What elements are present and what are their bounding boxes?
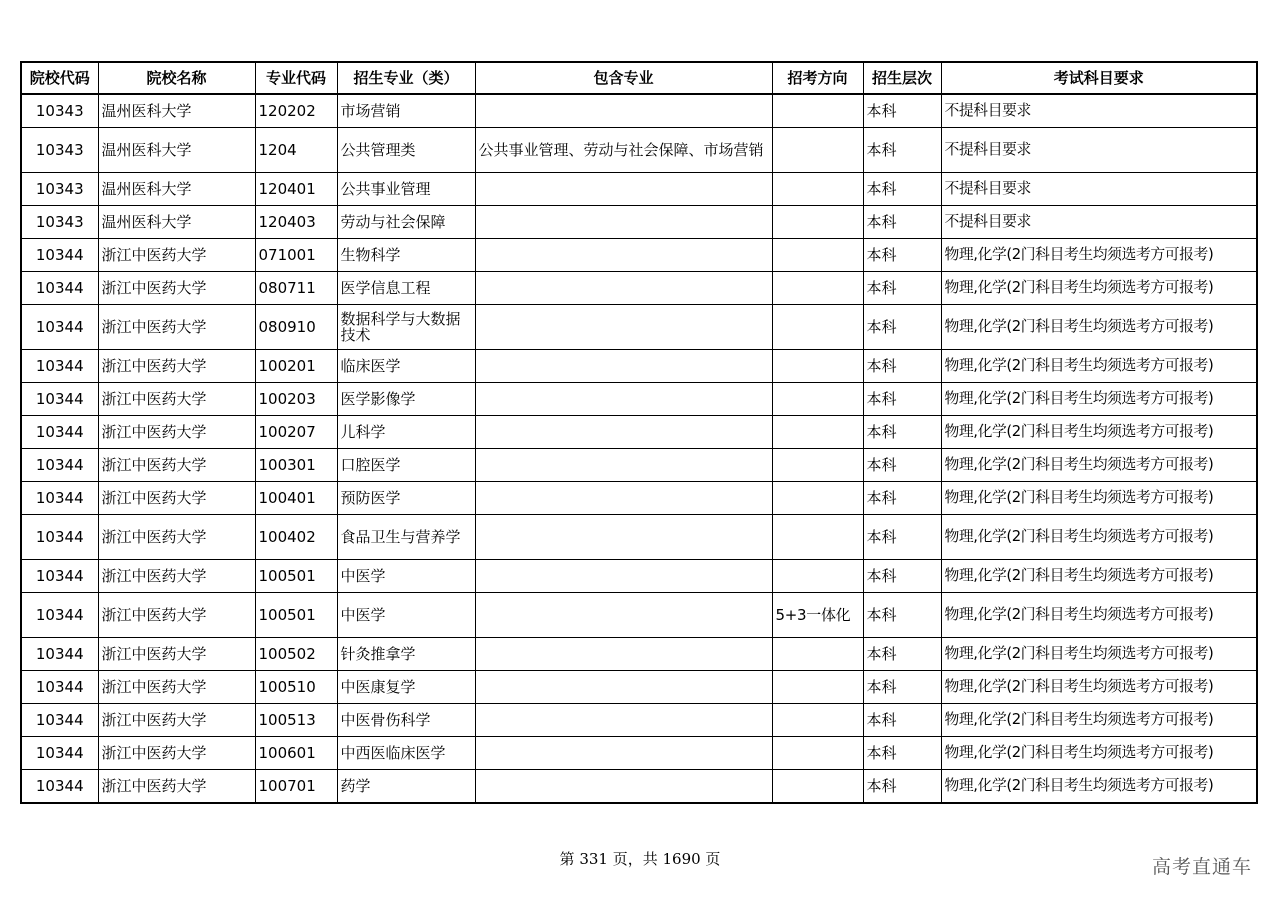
col-header-major-code: 专业代码 [255, 62, 337, 94]
cell-included-majors [475, 593, 772, 638]
cell-school-code: 10344 [21, 515, 98, 560]
table-row [21, 350, 1257, 383]
cell-requirement: 不提科目要求 [941, 94, 1257, 128]
cell-major-code: 100701 [255, 770, 337, 804]
cell-major: 口腔医学 [337, 449, 475, 482]
cell-major: 市场营销 [337, 94, 475, 128]
cell-requirement: 物理,化学(2门科目考生均须选考方可报考) [941, 305, 1257, 350]
cell-school-code: 10344 [21, 560, 98, 593]
cell-school-name: 浙江中医药大学 [98, 350, 255, 383]
cell-school-name: 浙江中医药大学 [98, 239, 255, 272]
table-row [21, 515, 1257, 560]
cell-school-name: 温州医科大学 [98, 128, 255, 173]
cell-level: 本科 [863, 350, 941, 383]
cell-school-code: 10344 [21, 593, 98, 638]
cell-school-code: 10344 [21, 704, 98, 737]
cell-requirement: 物理,化学(2门科目考生均须选考方可报考) [941, 239, 1257, 272]
cell-major: 劳动与社会保障 [337, 206, 475, 239]
cell-major-code: 071001 [255, 239, 337, 272]
cell-school-code: 10344 [21, 737, 98, 770]
cell-requirement: 物理,化学(2门科目考生均须选考方可报考) [941, 638, 1257, 671]
cell-included-majors [475, 638, 772, 671]
cell-major-code: 100207 [255, 416, 337, 449]
cell-included-majors [475, 515, 772, 560]
cell-level: 本科 [863, 593, 941, 638]
cell-level: 本科 [863, 671, 941, 704]
cell-included-majors [475, 770, 772, 804]
cell-direction [772, 94, 863, 128]
cell-direction [772, 770, 863, 804]
cell-school-code: 10344 [21, 449, 98, 482]
cell-major: 食品卫生与营养学 [337, 515, 475, 560]
cell-school-name: 浙江中医药大学 [98, 515, 255, 560]
cell-major: 中医学 [337, 560, 475, 593]
cell-requirement: 物理,化学(2门科目考生均须选考方可报考) [941, 671, 1257, 704]
cell-included-majors [475, 94, 772, 128]
cell-direction [772, 638, 863, 671]
cell-level: 本科 [863, 482, 941, 515]
cell-school-code: 10343 [21, 206, 98, 239]
cell-level: 本科 [863, 206, 941, 239]
col-header-school-code: 院校代码 [21, 62, 98, 94]
cell-direction [772, 272, 863, 305]
cell-school-name: 温州医科大学 [98, 206, 255, 239]
cell-school-code: 10343 [21, 128, 98, 173]
cell-major: 中医学 [337, 593, 475, 638]
cell-school-name: 浙江中医药大学 [98, 449, 255, 482]
cell-included-majors [475, 350, 772, 383]
cell-level: 本科 [863, 515, 941, 560]
cell-level: 本科 [863, 449, 941, 482]
cell-school-name: 浙江中医药大学 [98, 305, 255, 350]
cell-level: 本科 [863, 239, 941, 272]
cell-level: 本科 [863, 638, 941, 671]
cell-school-code: 10343 [21, 94, 98, 128]
cell-major: 医学影像学 [337, 383, 475, 416]
cell-major: 数据科学与大数据技术 [337, 305, 475, 350]
cell-major: 针灸推拿学 [337, 638, 475, 671]
cell-included-majors [475, 272, 772, 305]
cell-school-name: 浙江中医药大学 [98, 272, 255, 305]
cell-school-code: 10344 [21, 416, 98, 449]
cell-included-majors [475, 239, 772, 272]
col-header-school-name: 院校名称 [98, 62, 255, 94]
cell-requirement: 物理,化学(2门科目考生均须选考方可报考) [941, 737, 1257, 770]
cell-direction [772, 737, 863, 770]
cell-major-code: 100201 [255, 350, 337, 383]
cell-level: 本科 [863, 128, 941, 173]
cell-major-code: 1204 [255, 128, 337, 173]
cell-major-code: 100502 [255, 638, 337, 671]
cell-major: 生物科学 [337, 239, 475, 272]
cell-major-code: 080711 [255, 272, 337, 305]
cell-major: 儿科学 [337, 416, 475, 449]
admission-table [20, 61, 1258, 804]
cell-major: 公共事业管理 [337, 173, 475, 206]
cell-direction [772, 206, 863, 239]
cell-school-name: 浙江中医药大学 [98, 560, 255, 593]
cell-direction [772, 671, 863, 704]
cell-direction [772, 350, 863, 383]
table-row [21, 94, 1257, 128]
cell-direction [772, 449, 863, 482]
table-row [21, 560, 1257, 593]
table-row [21, 704, 1257, 737]
cell-major-code: 120403 [255, 206, 337, 239]
page-number: 第 331 页，共 1690 页 [559, 850, 721, 868]
cell-school-code: 10344 [21, 239, 98, 272]
cell-included-majors: 公共事业管理、劳动与社会保障、市场营销 [475, 128, 772, 173]
cell-included-majors [475, 383, 772, 416]
cell-level: 本科 [863, 272, 941, 305]
cell-major-code: 100301 [255, 449, 337, 482]
cell-school-code: 10344 [21, 638, 98, 671]
cell-level: 本科 [863, 770, 941, 804]
table-row [21, 173, 1257, 206]
cell-major-code: 100601 [255, 737, 337, 770]
cell-requirement: 物理,化学(2门科目考生均须选考方可报考) [941, 482, 1257, 515]
cell-direction [772, 704, 863, 737]
cell-level: 本科 [863, 560, 941, 593]
cell-school-name: 温州医科大学 [98, 94, 255, 128]
cell-level: 本科 [863, 305, 941, 350]
cell-included-majors [475, 704, 772, 737]
cell-major-code: 100203 [255, 383, 337, 416]
cell-included-majors [475, 449, 772, 482]
cell-school-name: 浙江中医药大学 [98, 770, 255, 804]
cell-direction [772, 416, 863, 449]
cell-requirement: 不提科目要求 [941, 206, 1257, 239]
table-row [21, 383, 1257, 416]
table-row [21, 206, 1257, 239]
cell-school-name: 浙江中医药大学 [98, 416, 255, 449]
cell-level: 本科 [863, 94, 941, 128]
cell-school-code: 10344 [21, 350, 98, 383]
watermark: 高考直通车 [1151, 856, 1252, 878]
cell-requirement: 物理,化学(2门科目考生均须选考方可报考) [941, 416, 1257, 449]
cell-level: 本科 [863, 704, 941, 737]
cell-school-name: 温州医科大学 [98, 173, 255, 206]
cell-major: 临床医学 [337, 350, 475, 383]
cell-included-majors [475, 737, 772, 770]
cell-included-majors [475, 482, 772, 515]
table-row [21, 593, 1257, 638]
table-row [21, 482, 1257, 515]
cell-direction [772, 560, 863, 593]
cell-included-majors [475, 173, 772, 206]
cell-requirement: 物理,化学(2门科目考生均须选考方可报考) [941, 515, 1257, 560]
col-header-major: 招生专业（类） [337, 62, 475, 94]
cell-included-majors [475, 671, 772, 704]
cell-school-code: 10344 [21, 272, 98, 305]
col-header-level: 招生层次 [863, 62, 941, 94]
cell-included-majors [475, 560, 772, 593]
cell-school-name: 浙江中医药大学 [98, 638, 255, 671]
cell-major-code: 080910 [255, 305, 337, 350]
table-row [21, 305, 1257, 350]
cell-major-code: 100501 [255, 593, 337, 638]
cell-included-majors [475, 305, 772, 350]
col-header-included: 包含专业 [475, 62, 772, 94]
cell-level: 本科 [863, 173, 941, 206]
cell-school-name: 浙江中医药大学 [98, 383, 255, 416]
cell-school-code: 10344 [21, 305, 98, 350]
cell-level: 本科 [863, 383, 941, 416]
table-row [21, 239, 1257, 272]
cell-major-code: 120202 [255, 94, 337, 128]
cell-major-code: 120401 [255, 173, 337, 206]
cell-included-majors [475, 416, 772, 449]
cell-school-name: 浙江中医药大学 [98, 593, 255, 638]
cell-school-code: 10344 [21, 671, 98, 704]
cell-direction [772, 305, 863, 350]
cell-major: 中西医临床医学 [337, 737, 475, 770]
header-row [21, 62, 1257, 94]
cell-direction [772, 173, 863, 206]
cell-school-code: 10344 [21, 383, 98, 416]
cell-direction [772, 128, 863, 173]
cell-school-name: 浙江中医药大学 [98, 482, 255, 515]
cell-major: 公共管理类 [337, 128, 475, 173]
cell-school-code: 10344 [21, 770, 98, 804]
table-row [21, 671, 1257, 704]
cell-level: 本科 [863, 416, 941, 449]
cell-requirement: 物理,化学(2门科目考生均须选考方可报考) [941, 560, 1257, 593]
table-row [21, 638, 1257, 671]
col-header-requirement: 考试科目要求 [941, 62, 1257, 94]
cell-direction [772, 239, 863, 272]
cell-requirement: 物理,化学(2门科目考生均须选考方可报考) [941, 350, 1257, 383]
cell-major: 医学信息工程 [337, 272, 475, 305]
table-row [21, 416, 1257, 449]
cell-direction [772, 482, 863, 515]
cell-level: 本科 [863, 737, 941, 770]
cell-major: 中医康复学 [337, 671, 475, 704]
cell-requirement: 物理,化学(2门科目考生均须选考方可报考) [941, 272, 1257, 305]
cell-requirement: 物理,化学(2门科目考生均须选考方可报考) [941, 593, 1257, 638]
cell-included-majors [475, 206, 772, 239]
cell-requirement: 不提科目要求 [941, 173, 1257, 206]
cell-school-name: 浙江中医药大学 [98, 704, 255, 737]
cell-school-name: 浙江中医药大学 [98, 737, 255, 770]
cell-direction: 5+3一体化 [772, 593, 863, 638]
cell-major-code: 100510 [255, 671, 337, 704]
cell-major-code: 100401 [255, 482, 337, 515]
cell-major: 药学 [337, 770, 475, 804]
cell-major-code: 100402 [255, 515, 337, 560]
cell-major: 预防医学 [337, 482, 475, 515]
cell-school-code: 10343 [21, 173, 98, 206]
table-row [21, 770, 1257, 804]
cell-requirement: 物理,化学(2门科目考生均须选考方可报考) [941, 770, 1257, 804]
cell-school-code: 10344 [21, 482, 98, 515]
table-body [21, 94, 1257, 803]
col-header-direction: 招考方向 [772, 62, 863, 94]
cell-requirement: 物理,化学(2门科目考生均须选考方可报考) [941, 383, 1257, 416]
cell-direction [772, 383, 863, 416]
cell-school-name: 浙江中医药大学 [98, 671, 255, 704]
cell-requirement: 物理,化学(2门科目考生均须选考方可报考) [941, 449, 1257, 482]
cell-requirement: 不提科目要求 [941, 128, 1257, 173]
cell-requirement: 物理,化学(2门科目考生均须选考方可报考) [941, 704, 1257, 737]
table-row [21, 272, 1257, 305]
cell-major-code: 100513 [255, 704, 337, 737]
table-row [21, 128, 1257, 173]
cell-major-code: 100501 [255, 560, 337, 593]
cell-major: 中医骨伤科学 [337, 704, 475, 737]
table-row [21, 449, 1257, 482]
table-row [21, 737, 1257, 770]
cell-direction [772, 515, 863, 560]
